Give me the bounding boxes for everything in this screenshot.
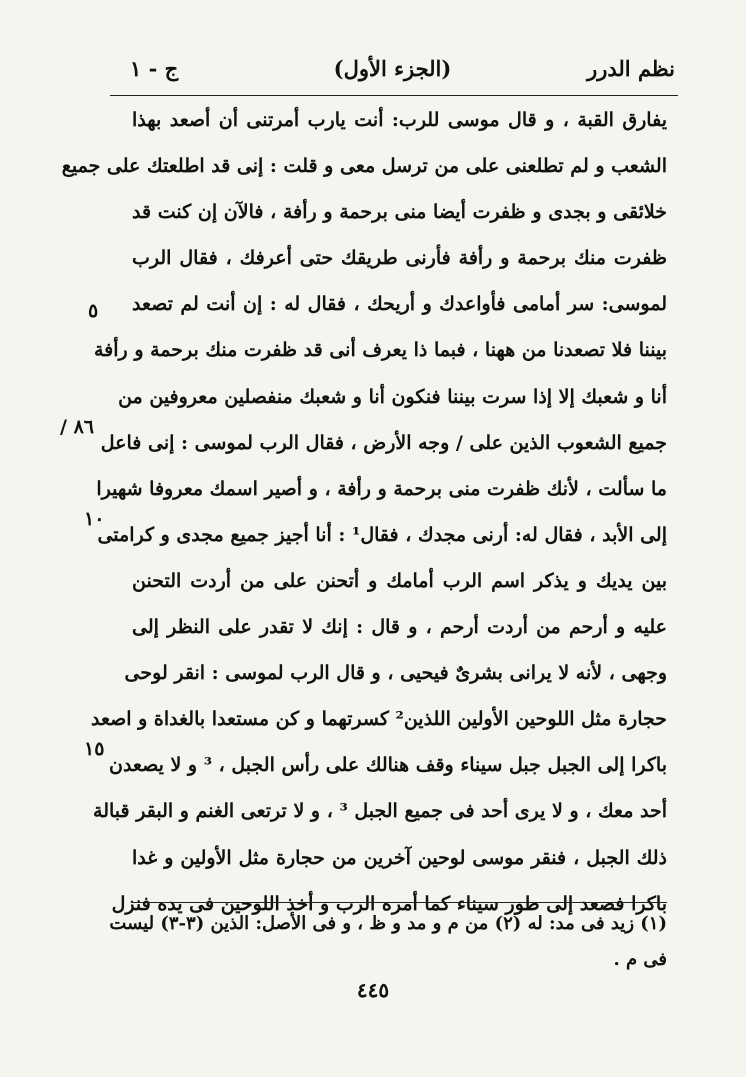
text-line: ظفرت منك برحمة و رأفة فأرنى طريقك حتى أعرفك ، فقال الرب	[132, 247, 667, 270]
text-line: عليه و أرحم من أردت أرحم ، و قال : إنك لا تقدر على النظر إلى	[132, 616, 667, 639]
page-number: ٤٤٥	[356, 978, 390, 1002]
line-number-5: ٥	[88, 300, 99, 322]
text-line: بين يديك و يذكر اسم الرب أمامك و أتحنن على من أردت التحنن	[132, 569, 667, 592]
footnotes	[109, 906, 667, 978]
text-line: جميع الشعوب الذين على / وجه الأرض ، فقال الرب لموسى : إنى فاعل	[100, 431, 667, 454]
line-number-10: ١٠	[84, 508, 105, 530]
text-line: خلائقى و بجدى و ظفرت أيضا منى برحمة و رأفة ، فالآن إن كنت قد	[132, 201, 667, 224]
text-line: أنا و شعبك إلا إذا سرت بيننا فنكون أنا و شعبك منفصلين معروفين من	[118, 385, 667, 408]
book-title: نظم الدرر	[587, 56, 675, 81]
text-line: إلى الأبد ، فقال له: أرنى مجدك ، فقال¹ : أنا أجيز جميع مجدى و كرامتى	[97, 523, 667, 546]
text-line: ذلك الجبل ، فنقر موسى لوحين آخرين من حجارة مثل الأولين و غدا	[132, 846, 667, 869]
part-title: (الجزء الأول)	[333, 56, 452, 81]
footnote-line: فى م .	[613, 949, 667, 970]
text-line: وجهى ، لأنه لا يرانى بشرىٌ فيحيى ، و قال الرب لموسى : انقر لوحى	[124, 662, 667, 685]
text-line: لموسى: سر أمامى فأواعدك و أريحك ، فقال له : إن أنت لم تصعد	[132, 293, 667, 316]
text-line: حجارة مثل اللوحين الأولين اللذين² كسرتهما و كن مستعدا بالغداة و اصعد	[90, 708, 667, 731]
text-line: ما سألت ، لأنك ظفرت منى برحمة و رأفة ، و أصير اسمك معروفا شهيرا	[96, 477, 667, 500]
footnote-line: (١) زيد فى مد: له (٢) من م و مد و ظ ، و فى الأصل: الذين (٣-٣) ليست	[109, 913, 667, 934]
text-line: أحد معك ، و لا يرى أحد فى جميع الجبل ³ ، و لا ترتعى الغنم و البقر قبالة	[93, 800, 667, 823]
volume-label: ج - ١	[130, 56, 179, 81]
running-header	[110, 48, 675, 94]
text-line: باكرا إلى الجبل جبل سيناء وقف هنالك على رأس الجبل ، ³ و لا يصعدن	[109, 754, 667, 777]
text-line: بيننا فلا تصعدنا من ههنا ، فبما ذا يعرف أنى قد ظفرت منك برحمة و رأفة	[93, 339, 667, 362]
header-rule	[110, 95, 678, 96]
text-line: يفارق القبة ، و قال موسى للرب: أنت يارب أمرتنى أن أصعد بهذا	[132, 109, 667, 131]
text-line: الشعب و لم تطلعنى على من ترسل معى و قلت : إنى قد اطلعتك على جميع	[61, 155, 667, 178]
manuscript-folio-marker: ٨٦ /	[60, 416, 94, 438]
footnote-rule	[132, 902, 667, 903]
text-line: باكرا فصعد إلى طور سيناء كما أمره الرب و أخذ اللوحين فى يده فنزل	[111, 892, 667, 915]
line-number-15: ١٥	[84, 738, 105, 760]
